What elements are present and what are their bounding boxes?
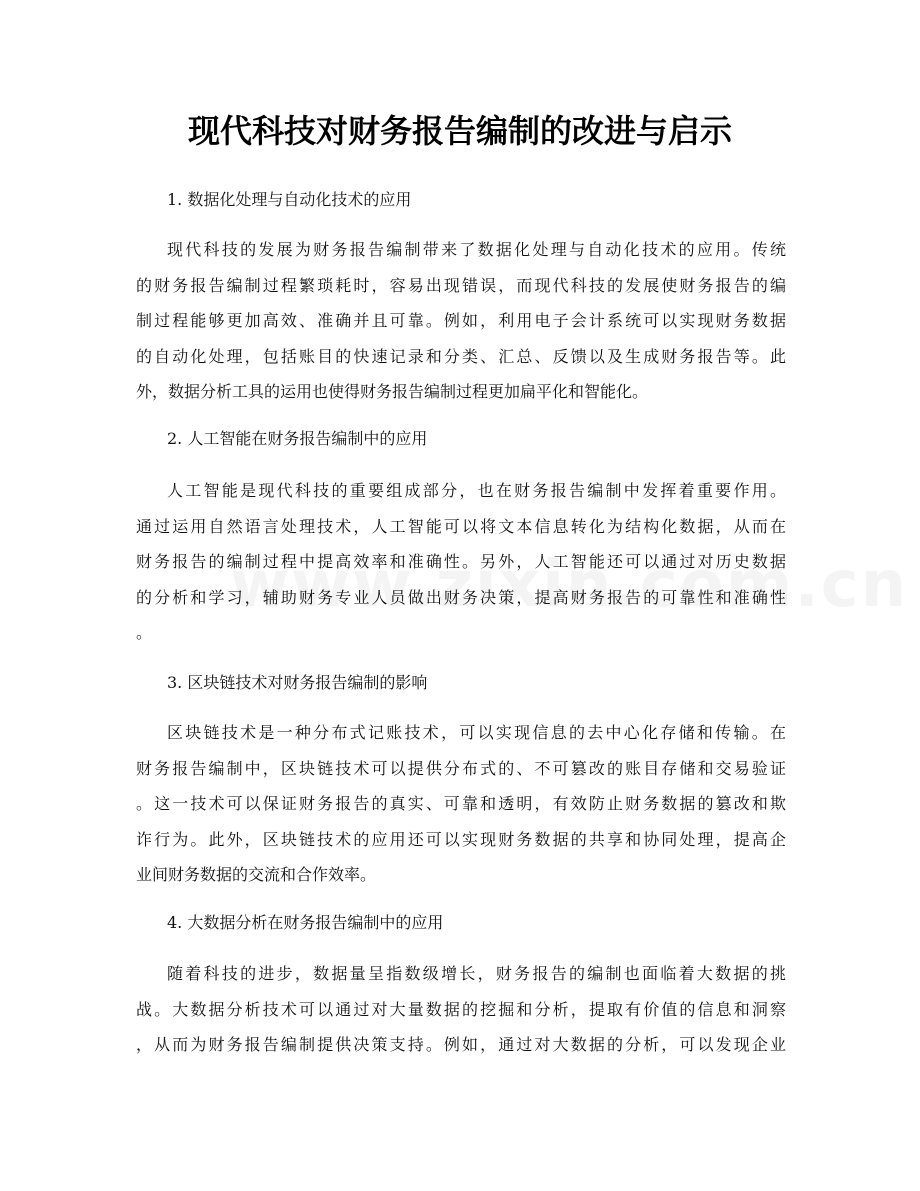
paragraph-line: 随着科技的进步，数据量呈指数级增长，财务报告的编制也面临着大数据的挑 (167, 964, 786, 983)
paragraph-line: 战。大数据分析技术可以通过对大量数据的挖掘和分析，提取有价值的信息和洞察 (136, 999, 786, 1019)
paragraph-line: 通过运用自然语言处理技术，人工智能可以将文本信息转化为结构化数据，从而在 (136, 516, 786, 536)
paragraph-line: 制过程能够更加高效、准确并且可靠。例如，利用电子会计系统可以实现财务数据 (136, 311, 786, 330)
paragraph-line: 人工智能是现代科技的重要组成部分，也在财务报告编制中发挥着重要作用。 (167, 481, 786, 500)
section-heading-3: 3. 区块链技术对财务报告编制的影响 (167, 673, 428, 692)
document-title: 现代科技对财务报告编制的改进与启示 (187, 112, 732, 150)
paragraph-line: 诈行为。此外，区块链技术的应用还可以实现财务数据的共享和协同处理，提高企 (136, 829, 786, 849)
paragraph-line: 外，数据分析工具的运用也使得财务报告编制过程更加扁平化和智能化。 (136, 382, 649, 401)
section-paragraph-4 (136, 956, 786, 1063)
section-paragraph-1 (136, 232, 786, 410)
paragraph-line: 现代科技的发展为财务报告编制带来了数据化处理与自动化技术的应用。传统 (167, 240, 786, 259)
paragraph-line: 业间财务数据的交流和合作效率。 (136, 865, 377, 884)
section-heading-4: 4. 大数据分析在财务报告编制中的应用 (167, 913, 444, 932)
paragraph-line: 的自动化处理，包括账目的快速记录和分类、汇总、反馈以及生成财务报告等。此 (136, 346, 786, 366)
section-heading-2: 2. 人工智能在财务报告编制中的应用 (167, 429, 428, 448)
section-heading-1: 1. 数据化处理与自动化技术的应用 (167, 190, 412, 209)
paragraph-line: 财务报告编制中，区块链技术可以提供分布式的、不可篡改的账目存储和交易验证 (136, 758, 786, 778)
paragraph-line: 。 (136, 623, 153, 642)
paragraph-line: ，从而为财务报告编制提供决策支持。例如，通过对大数据的分析，可以发现企业 (136, 1035, 786, 1054)
paragraph-line: 的分析和学习，辅助财务专业人员做出财务决策，提高财务报告的可靠性和准确性 (136, 587, 786, 607)
section-paragraph-3 (136, 715, 786, 893)
section-paragraph-2 (136, 473, 786, 651)
paragraph-line: 财务报告的编制过程中提高效率和准确性。另外，人工智能还可以通过对历史数据 (136, 552, 786, 571)
paragraph-line: 区块链技术是一种分布式记账技术，可以实现信息的去中心化存储和传输。在 (167, 723, 786, 742)
paragraph-line: 的财务报告编制过程繁琐耗时，容易出现错误，而现代科技的发展使财务报告的编 (136, 275, 786, 295)
paragraph-line: 。这一技术可以保证财务报告的真实、可靠和透明，有效防止财务数据的篡改和欺 (136, 794, 786, 813)
